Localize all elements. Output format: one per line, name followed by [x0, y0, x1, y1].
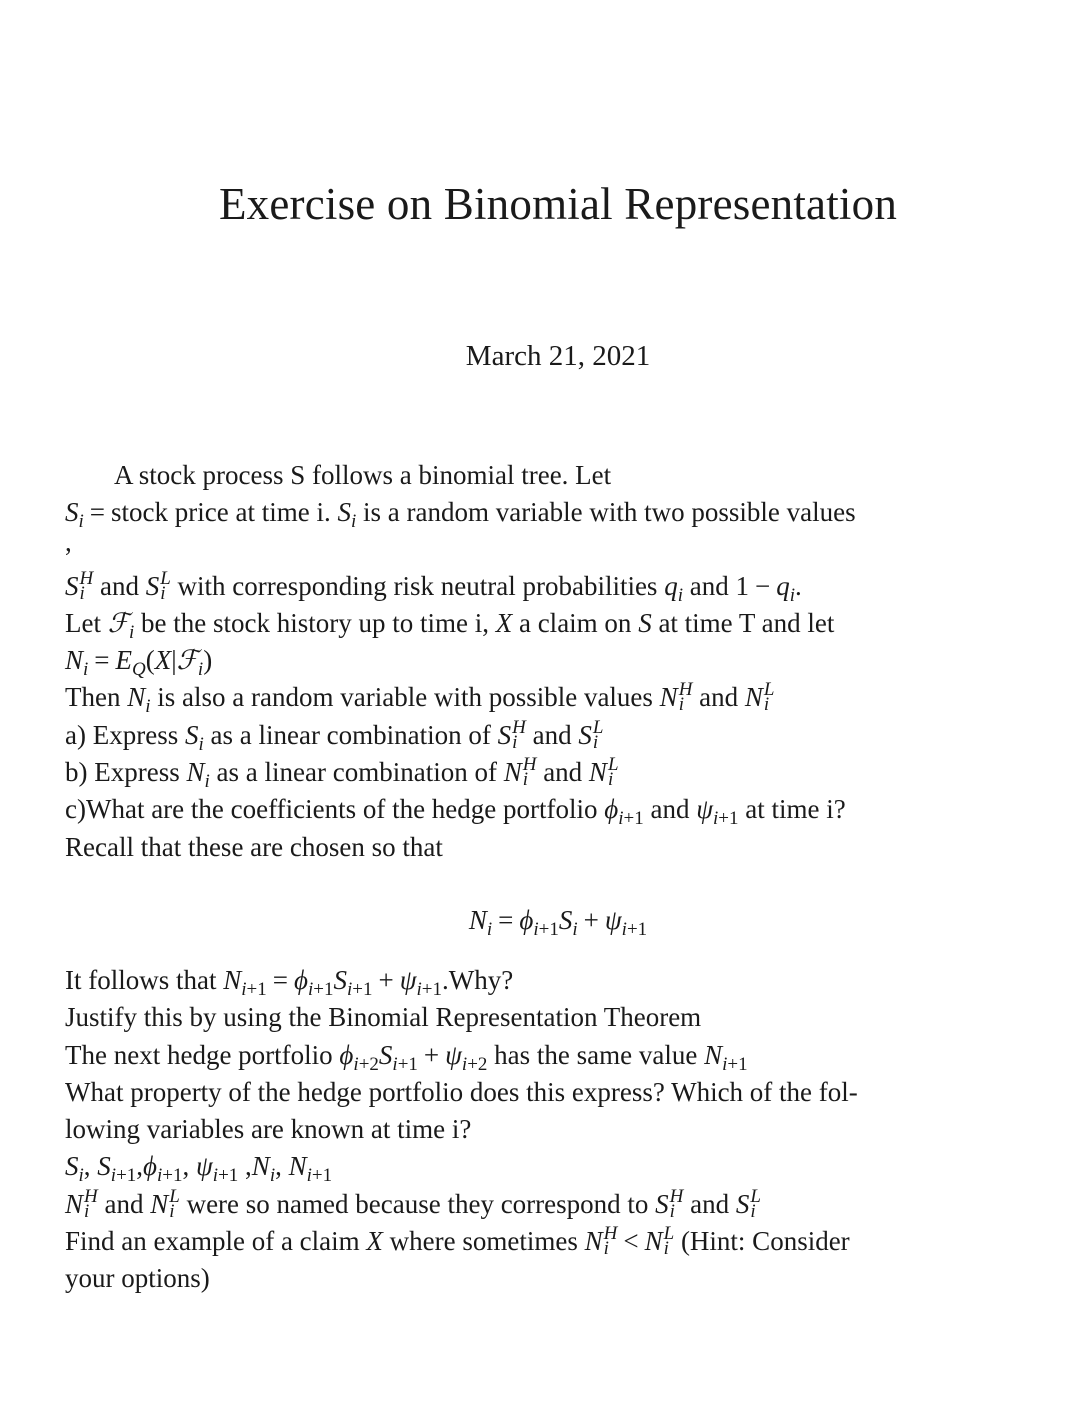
- question-c: c)What are the coefficients of the hedge portfolio $\phi_{i+1}$ and $\psi_{i+1}$ at time i?: [65, 794, 846, 830]
- text-line: Let ℱ$_i$ be the stock history up to time i, X a claim on S at time T and let: [65, 607, 835, 643]
- text-line: Justify this by using the Binomial Representation Theorem: [65, 1002, 702, 1033]
- exercise-paragraph-1: [65, 457, 1055, 866]
- hedge-equation: $N_i = \phi_{i+1}S_i + \psi_{i+1}$: [468, 905, 648, 940]
- text-line: Recall that these are chosen so that: [65, 831, 443, 862]
- text-line: Find an example of a claim X where sometimes N H i < N L i (Hint: Consider: [65, 1223, 850, 1260]
- question-a: a) Express $S_i$ as a linear combination of S H i and S L i: [65, 716, 604, 755]
- text-line: Then $N_i$ is also a random variable with possible values N H i and N L i: [65, 679, 775, 718]
- text-line: A stock process S follows a binomial tree. Let: [114, 460, 612, 490]
- text-line: S H i and S L i with corresponding risk neutral probabilities $q_i$ and $1 - q_i$.: [65, 567, 802, 606]
- text-line: your options): [65, 1263, 210, 1294]
- page-date: March 21, 2021: [465, 340, 651, 372]
- text-line: The next hedge portfolio $\phi_{i+2}S_{i+1} + \psi_{i+2}$ has the same value $N_{i+1}$: [65, 1039, 748, 1075]
- text-line: It follows that $N_{i+1} = \phi_{i+1}S_{i+1} + \psi_{i+1}.Why$?: [65, 965, 514, 1000]
- text-line: What property of the hedge portfolio does this express? Which of the fol-: [65, 1076, 858, 1107]
- text-line: $N_i$ = $E_Q(X|ℱ_i)$: [65, 645, 213, 681]
- text-line: lowing variables are known at time i?: [65, 1114, 472, 1145]
- page-title: Exercise on Binomial Representation: [218, 179, 898, 229]
- text-line: $S_i$ = stock price at time i. $S_i$ is a random variable with two possible values: [65, 497, 856, 533]
- variable-list: $S_i$, $S_{i+1},\phi_{i+1}$, $\psi_{i+1}$ $,N_i$, $N_{i+1}$: [65, 1151, 333, 1187]
- question-b: b) Express $N_i$ as a linear combination of N H i and N L i: [65, 754, 619, 793]
- exercise-paragraph-2: [65, 962, 1055, 1298]
- text-line: N H i and N L i were so named because they correspond to S H i and S L i: [65, 1185, 761, 1222]
- text-line: ,: [65, 526, 72, 557]
